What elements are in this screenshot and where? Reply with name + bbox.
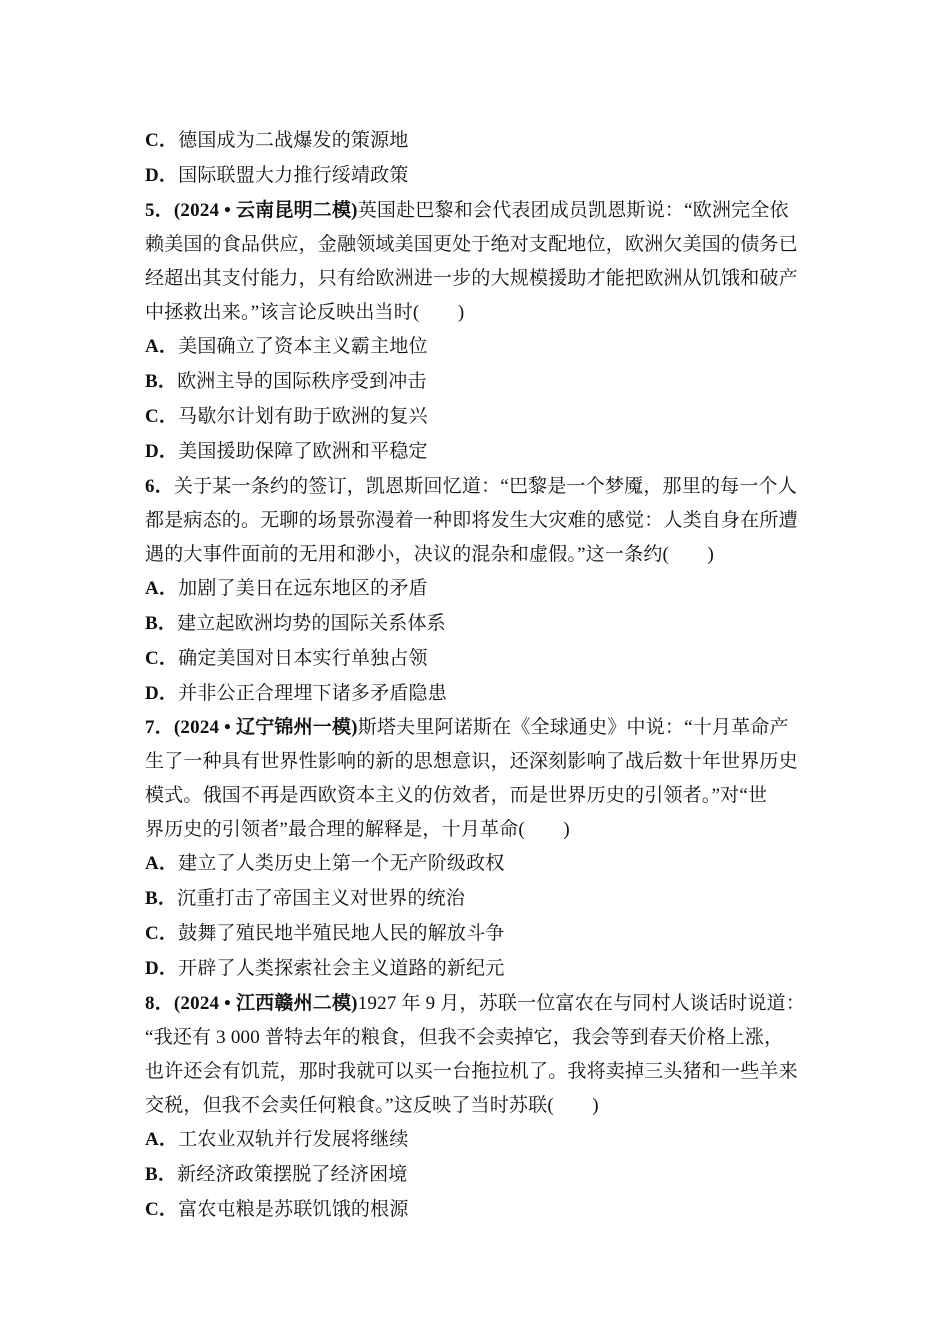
option-label: B．	[145, 888, 178, 909]
option-a	[145, 331, 810, 358]
stem-line: 都是病态的。无聊的场景弥漫着一种即将发生大灾难的感觉：人类自身在所遭	[145, 510, 798, 531]
option-label: B．	[145, 371, 178, 392]
stem-line: 斯塔夫里阿诺斯在《全球通史》中说：“十月革命产	[357, 717, 789, 738]
question-number: 8．	[145, 993, 174, 1014]
option-text: 工农业双轨并行发展将继续	[178, 1129, 409, 1150]
option-text: 新经济政策摆脱了经济困境	[177, 1164, 408, 1185]
option-a	[145, 1124, 810, 1151]
question-number: 7．	[145, 717, 174, 738]
option-text: 德国成为二战爆发的策源地	[178, 130, 409, 151]
option-c	[145, 125, 810, 152]
stem-line: 模式。俄国不再是西欧资本主义的仿效者，而是世界历史的引领者。”对“世	[145, 785, 768, 806]
question-source: (2024 • 江西赣州二模)	[173, 993, 358, 1014]
stem-line: 经超出其支付能力，只有给欧洲进一步的大规模援助才能把欧洲从饥饿和破产	[145, 268, 798, 289]
option-text: 沉重打击了帝国主义对世界的统治	[177, 888, 466, 909]
option-label: A．	[145, 336, 179, 357]
option-text: 建立了人类历史上第一个无产阶级政权	[178, 853, 505, 874]
question-6-stem	[145, 471, 810, 498]
option-label: A．	[145, 1129, 179, 1150]
option-b	[145, 1159, 810, 1186]
stem-line: 遇的大事件面前的无用和渺小，决议的混杂和虚假。”这一条约( )	[145, 544, 714, 565]
stem-line: 界历史的引领者”最合理的解释是，十月革命( )	[145, 819, 570, 840]
stem-line: 也许还会有饥荒，那时我就可以买一台拖拉机了。我将卖掉三头猪和一些羊来	[145, 1061, 798, 1082]
option-label: D．	[145, 958, 179, 979]
option-b	[145, 608, 810, 635]
option-text: 美国援助保障了欧洲和平稳定	[178, 441, 428, 462]
question-number: 5．	[145, 200, 174, 221]
stem-line: 英国赴巴黎和会代表团成员凯恩斯说：“欧洲完全依	[357, 200, 789, 221]
stem-line: “我还有 3 000 普特去年的粮食，但我不会卖掉它，我会等到春天价格上涨，	[145, 1027, 784, 1048]
option-d	[145, 678, 810, 705]
option-text: 马歇尔计划有助于欧洲的复兴	[178, 406, 428, 427]
option-label: D．	[145, 683, 179, 704]
question-number: 6．	[145, 476, 174, 497]
option-a	[145, 848, 810, 875]
option-text: 富农屯粮是苏联饥饿的根源	[178, 1199, 409, 1220]
option-text: 并非公正合理埋下诸多矛盾隐患	[178, 683, 447, 704]
option-text: 加剧了美日在远东地区的矛盾	[178, 578, 428, 599]
option-c	[145, 643, 810, 670]
option-d	[145, 953, 810, 980]
stem-line: 1927 年 9 月，苏联一位富农在与同村人谈话时说道：	[357, 993, 806, 1014]
option-text: 建立起欧洲均势的国际关系体系	[177, 613, 446, 634]
option-c	[145, 918, 810, 945]
question-source: (2024 • 辽宁锦州一模)	[173, 717, 358, 738]
option-text: 美国确立了资本主义霸主地位	[178, 336, 428, 357]
stem-line: 生了一种具有世界性影响的新的思想意识，还深刻影响了战后数十年世界历史	[145, 751, 798, 772]
option-label: C．	[145, 406, 179, 427]
question-8-stem	[145, 988, 810, 1015]
option-label: A．	[145, 578, 179, 599]
option-text: 欧洲主导的国际秩序受到冲击	[177, 371, 427, 392]
option-text: 国际联盟大力推行绥靖政策	[178, 165, 409, 186]
option-label: C．	[145, 1199, 179, 1220]
stem-line: 关于某一条约的签订，凯恩斯回忆道：“巴黎是一个梦魇，那里的每一个人	[173, 476, 797, 497]
question-7-stem	[145, 712, 810, 739]
question-source: (2024 • 云南昆明二模)	[173, 200, 358, 221]
option-a	[145, 573, 810, 600]
stem-line: 交税，但我不会卖任何粮食。”这反映了当时苏联( )	[145, 1095, 599, 1116]
option-d	[145, 160, 810, 187]
option-text: 开辟了人类探索社会主义道路的新纪元	[178, 958, 505, 979]
option-text: 鼓舞了殖民地半殖民地人民的解放斗争	[178, 923, 505, 944]
question-5-stem	[145, 195, 810, 222]
option-label: D．	[145, 441, 179, 462]
option-b	[145, 366, 810, 393]
option-c	[145, 1194, 810, 1221]
option-b	[145, 883, 810, 910]
option-label: C．	[145, 130, 179, 151]
stem-line: 中拯救出来。”该言论反映出当时( )	[145, 302, 465, 323]
option-d	[145, 436, 810, 463]
option-text: 确定美国对日本实行单独占领	[178, 648, 428, 669]
option-c	[145, 401, 810, 428]
option-label: B．	[145, 613, 178, 634]
option-label: D．	[145, 165, 179, 186]
option-label: A．	[145, 853, 179, 874]
stem-line: 赖美国的食品供应，金融领域美国更处于绝对支配地位，欧洲欠美国的债务已	[145, 234, 798, 255]
option-label: B．	[145, 1164, 178, 1185]
option-label: C．	[145, 923, 179, 944]
option-label: C．	[145, 648, 179, 669]
